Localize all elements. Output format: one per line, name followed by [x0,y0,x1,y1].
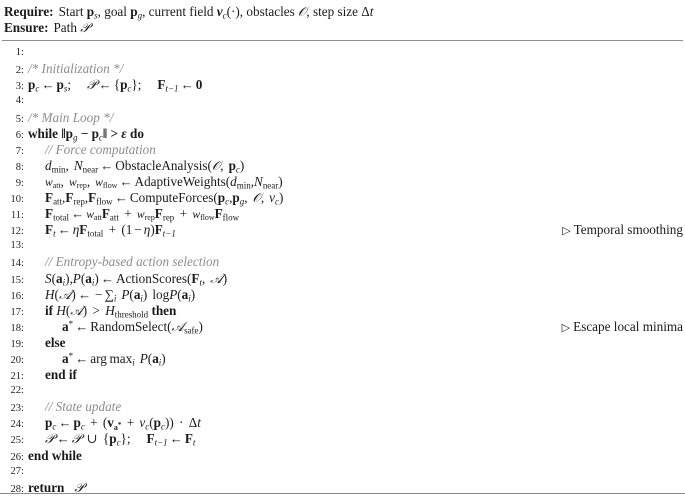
algorithm-line [2,464,683,480]
line-content-comment: // State update [45,399,122,415]
line-number: 14: [10,258,24,270]
line-content: $p_c$ ← $p_s$; 𝒫 ← $\{p_c\}$; $F_{t-1}$ ← 0 [28,77,203,94]
line-number: 18: [10,322,24,334]
line-content: $F_{total}$ ← $w_{att}F_{att} + w_{rep}F_{rep} + w_{flow}F_{flow}$ [45,206,240,223]
algorithm-line [2,431,683,447]
line-number: 8: [15,161,24,173]
line-number: 24: [10,419,24,431]
header-divider-rule [2,40,683,41]
algorithm-line [2,287,683,303]
require-line [4,4,679,20]
line-number: 4: [15,95,24,107]
algorithm-line [2,206,683,222]
line-content: a* ← RandomSelect(𝒜$_{safe}$) ▷ Escape local minima [62,318,683,336]
algorithm-line [2,126,683,142]
line-content: $S(a_i),P(a_i)$ ← $ActionScores(F_t$, 𝒜) [45,270,228,287]
line-number: 11: [10,210,24,222]
algorithm-line [2,190,683,206]
algorithm-line [2,77,683,93]
line-number: 13: [10,240,24,252]
line-number: 22: [10,385,24,397]
line-content: end if [45,367,77,383]
line-number: 23: [10,403,24,415]
line-content: return 𝒫 [28,479,84,495]
algorithm-line [2,448,683,464]
triangle-marker-icon: ▷ [561,321,571,334]
margin-note-text: Escape local minima [573,318,683,334]
require-label: Require: [4,4,54,19]
line-content-comment: // Entropy-based action selection [45,254,220,270]
algorithm-line [2,335,683,351]
line-content-comment: /* Initialization */ [28,61,124,77]
algorithm-line [2,399,683,415]
algorithm-line [2,271,683,287]
line-number: 15: [10,274,24,286]
line-number: 21: [10,371,24,383]
algorithm-line [2,319,683,335]
line-content: $p_c$ ← $p_c + (v_{a^*} + v_c(p_c)) \cdot \Delta t$ [45,415,201,432]
line-number: 2: [15,65,24,77]
margin-note-escape-local-minima [562,319,683,336]
line-number: 20: [10,354,24,366]
line-content: else [45,334,66,350]
algorithm-line [2,110,683,126]
algorithm-line [2,174,683,190]
line-content: $d_{min}$, $N_{near}$ ← ObstacleAnalysis(𝒪, $p_c$) [45,157,245,175]
line-number: 25: [10,435,24,447]
algorithm-line [2,93,683,109]
line-number: 26: [10,451,24,463]
line-content: $w_{att}$, $w_{rep}$, $w_{flow}$ ← $AdaptiveWeights(d_{min},N_{near})$ [45,173,283,191]
algorithm-line [2,158,683,174]
line-number: 10: [10,194,24,206]
line-content: $F_t$ ← $\eta F_{total} + (1 - \eta)F_{t-1}$ ▷ Temporal smoothing [45,222,683,239]
algorithm-line [2,383,683,399]
line-number: 19: [10,338,24,350]
ensure-label: Ensure: [4,19,49,35]
algorithm-line [2,61,683,77]
line-content: if H(𝒜) > $H_{threshold}$ then [45,302,177,320]
algorithm-io-header [2,4,683,35]
line-number: 9: [15,177,24,189]
algorithm-line [2,238,683,254]
algorithm-line [2,142,683,158]
line-content: H(𝒜) ← − $\sum_i$ $P(a_i)$ $\log P(a_i)$ [45,286,196,304]
line-content-comment: // Force computation [45,141,156,157]
ensure-line [4,20,679,36]
margin-note-temporal-smoothing [562,222,683,239]
line-content: $F_{att},F_{rep},F_{flow}$ ← $ComputeForces(p_c,p_g$, 𝒪, $v_c$) [45,190,284,207]
line-number: 6: [15,129,24,141]
algorithm-line [2,303,683,319]
require-text: Start $p_s$, goal $p_g$, current field $v_c(\cdot)$, obstacles 𝒪, step size Δt [58,4,374,21]
line-number: 7: [15,145,24,157]
algorithm-lines [2,45,683,496]
algorithm-line [2,222,683,238]
line-content-comment: /* Main Loop */ [28,109,114,125]
algorithm-line [2,254,683,270]
footer-divider-rule [0,493,685,494]
line-number: 27: [10,465,24,477]
ensure-text: Path 𝒫 [53,19,90,35]
algorithm-line [2,367,683,383]
line-number: 12: [10,226,24,238]
line-number: 17: [10,306,24,318]
line-content: while $‖p_g$ − $p_c‖ > \varepsilon$ do [28,125,144,143]
line-number: 3: [15,81,24,93]
line-number: 16: [10,290,24,302]
algorithm-line [2,45,683,61]
algorithm-line [2,351,683,367]
triangle-marker-icon: ▷ [562,225,571,238]
line-number: 28: [10,483,24,495]
line-content: end while [28,447,82,463]
algorithm-line [2,415,683,431]
line-content: 𝒫 ← 𝒫 ∪ $\{p_c\}$; $F_{t-1}$ ← $F_t$ [45,431,196,448]
line-content: a* ← arg $\max_i P(a_i)$ [62,350,166,368]
line-number: 5: [15,113,24,125]
margin-note-text: Temporal smoothing [573,222,683,238]
line-number: 1: [15,47,24,59]
